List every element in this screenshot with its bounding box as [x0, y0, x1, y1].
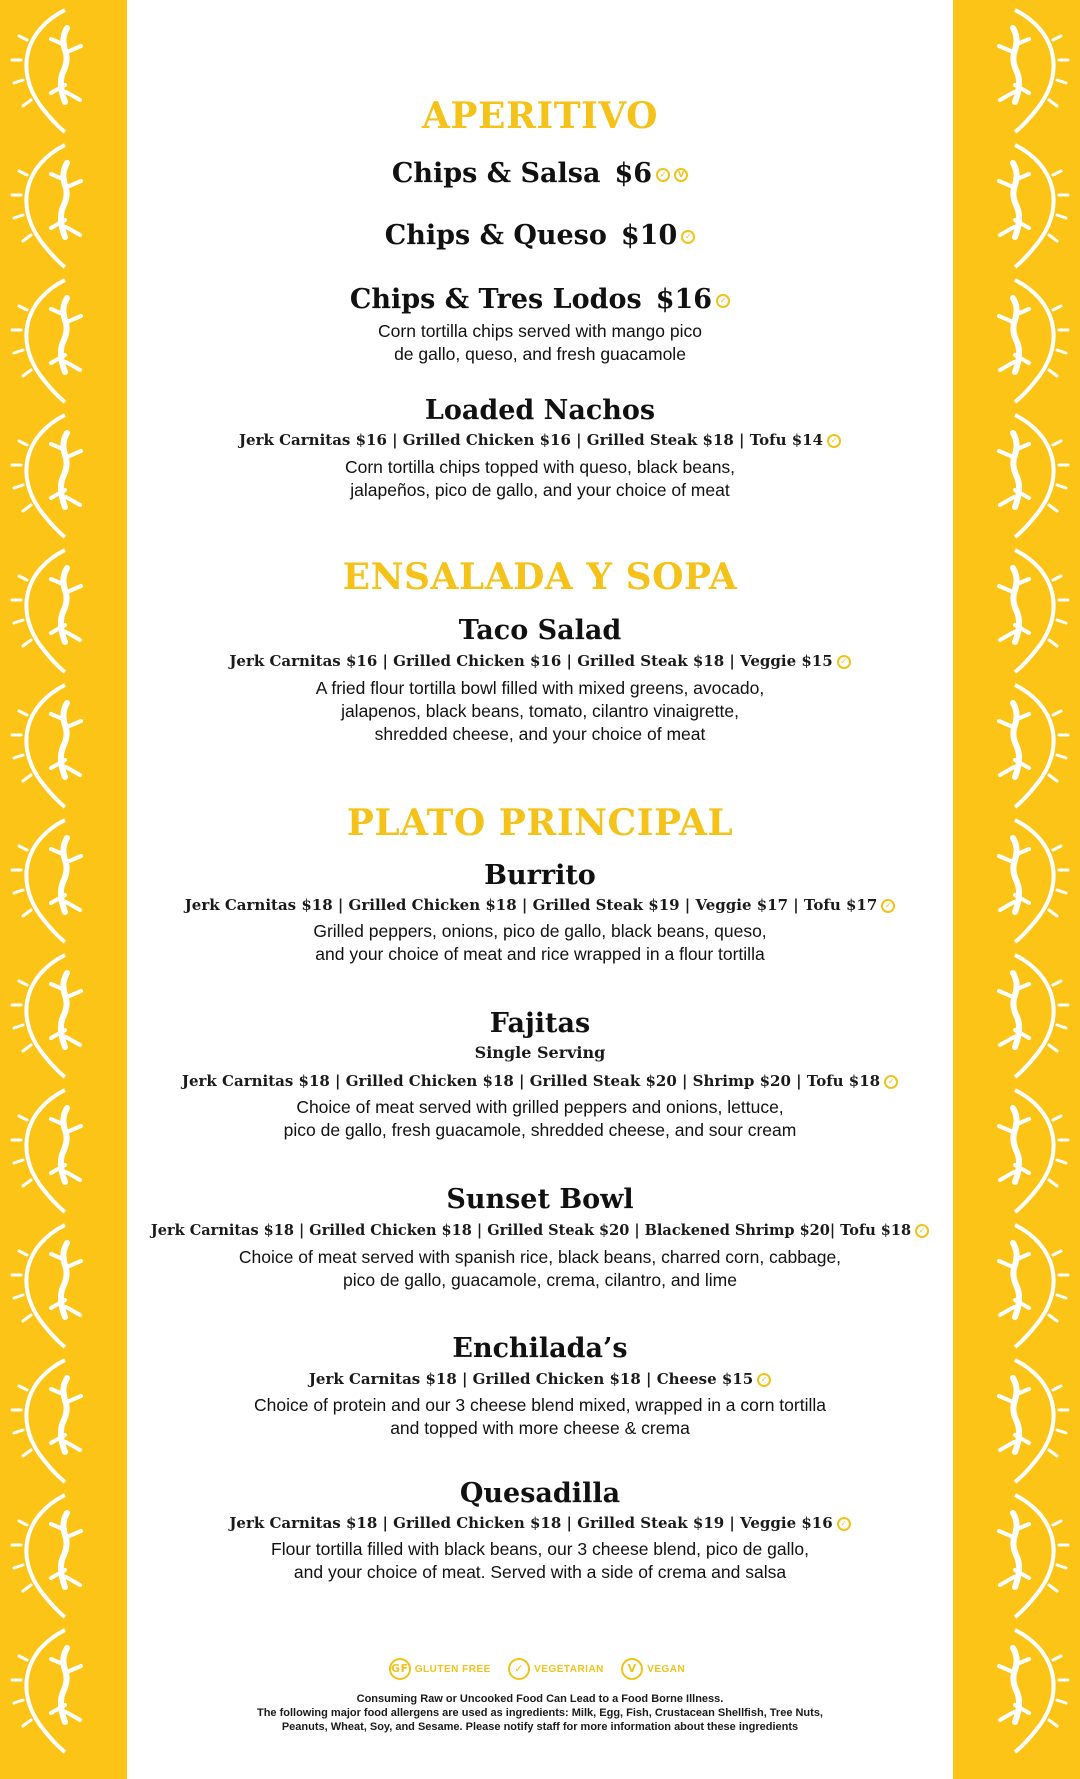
item-prices — [127, 1514, 953, 1532]
section-title-ensalada: ENSALADA Y SOPA — [342, 556, 738, 598]
description-line: Flour tortilla filled with black beans, our 3 cheese blend, pico de gallo, — [271, 1539, 809, 1559]
footer-line: Peanuts, Wheat, Soy, and Sesame. Please notify staff for more information about these ingredients — [281, 1721, 799, 1733]
item-price: $16 — [655, 284, 713, 315]
price-list: Jerk Carnitas $16 | Grilled Chicken $16 | Grilled Steak $18 | Tofu $14 — [238, 431, 824, 449]
lizard-pattern-icon — [0, 0, 127, 1779]
diet-legend — [127, 1658, 953, 1680]
item-name: Chips & Tres Lodos — [349, 284, 642, 315]
item-description — [167, 677, 913, 746]
price-list: Jerk Carnitas $18 | Grilled Chicken $18 | Grilled Steak $20 | Shrimp $20 | Tofu $18 — [181, 1072, 881, 1090]
item-prices — [127, 1370, 953, 1388]
description-line: and your choice of meat and rice wrapped in a flour tortilla — [315, 944, 765, 964]
item-price: $6 — [614, 158, 653, 189]
menu-item-quesadilla — [127, 1478, 953, 1509]
menu-item-loaded-nachos — [127, 395, 953, 426]
item-description — [167, 1096, 913, 1142]
vegan-v-icon: V — [621, 1658, 643, 1680]
description-line: Grilled peppers, onions, pico de gallo, black beans, queso, — [313, 921, 767, 941]
vegan-v-icon: V — [674, 168, 688, 182]
menu-content — [127, 0, 953, 1779]
description-line: jalapenos, black beans, tomato, cilantro vinaigrette, — [341, 701, 739, 721]
description-line: pico de gallo, guacamole, crema, cilantro, and lime — [343, 1270, 737, 1290]
legend-label-gluten-free: GLUTEN FREE — [414, 1663, 491, 1675]
footer-line: The following major food allergens are used as ingredients: Milk, Egg, Fish, Crustacean Shellfish, Tree Nuts, — [256, 1707, 823, 1719]
leaf-icon: ✓ — [508, 1658, 530, 1680]
allergen-footer — [147, 1692, 933, 1734]
item-prices — [127, 652, 953, 670]
item-prices — [127, 896, 953, 914]
leaf-icon: ✓ — [681, 230, 695, 244]
menu-item-chips-salsa — [127, 158, 953, 189]
leaf-icon: ✓ — [837, 655, 851, 669]
leaf-icon: ✓ — [884, 1075, 898, 1089]
description-line: shredded cheese, and your choice of meat — [374, 724, 706, 744]
description-line: and your choice of meat. Served with a side of crema and salsa — [293, 1562, 787, 1582]
lizard-pattern-icon — [953, 0, 1080, 1779]
description-line: jalapeños, pico de gallo, and your choice of meat — [350, 480, 730, 500]
description-line: A fried flour tortilla bowl filled with mixed greens, avocado, — [315, 678, 765, 698]
item-prices — [127, 431, 953, 449]
description-line: and topped with more cheese & crema — [390, 1418, 690, 1438]
description-line: Choice of meat served with spanish rice, black beans, charred corn, cabbage, — [238, 1247, 842, 1267]
menu-item-burrito — [127, 860, 953, 891]
description-line: Corn tortilla chips served with mango pico — [378, 321, 702, 341]
price-list: Jerk Carnitas $18 | Grilled Chicken $18 | Cheese $15 — [308, 1370, 754, 1388]
leaf-icon: ✓ — [881, 899, 895, 913]
description-line: pico de gallo, fresh guacamole, shredded cheese, and sour cream — [283, 1120, 797, 1140]
menu-item-fajitas — [127, 1008, 953, 1039]
price-list: Jerk Carnitas $18 | Grilled Chicken $18 | Grilled Steak $19 | Veggie $17 | Tofu $17 — [184, 896, 878, 914]
right-decorative-border — [953, 0, 1080, 1779]
price-list: Jerk Carnitas $18 | Grilled Chicken $18 | Grilled Steak $20 | Blackened Shrimp $20| Tofu $18 — [150, 1222, 912, 1239]
item-description — [147, 1538, 933, 1584]
leaf-icon: ✓ — [656, 168, 670, 182]
item-name: Fajitas — [489, 1008, 591, 1039]
item-prices — [127, 1222, 953, 1239]
item-description — [147, 1246, 933, 1292]
leaf-icon: ✓ — [915, 1224, 929, 1238]
item-name: Enchilada’s — [452, 1333, 628, 1364]
leaf-icon: ✓ — [837, 1517, 851, 1531]
menu-item-chips-tres-lodos — [127, 284, 953, 315]
left-decorative-border — [0, 0, 127, 1779]
menu-item-enchiladas — [127, 1333, 953, 1364]
item-name: Burrito — [484, 860, 596, 891]
item-name: Quesadilla — [459, 1478, 621, 1509]
gluten-free-icon: GF — [389, 1658, 411, 1680]
item-name: Loaded Nachos — [424, 395, 656, 426]
leaf-icon: ✓ — [827, 434, 841, 448]
section-title-aperitivo: APERITIVO — [422, 95, 658, 137]
item-subtitle: Single Serving — [474, 1043, 606, 1062]
legend-label-vegan: VEGAN — [647, 1663, 686, 1675]
leaf-icon: ✓ — [757, 1373, 771, 1387]
item-prices — [127, 1072, 953, 1090]
section-title-plato-principal: PLATO PRINCIPAL — [346, 802, 734, 844]
item-description — [167, 920, 913, 966]
menu-item-sunset-bowl — [127, 1184, 953, 1215]
legend-label-vegetarian: VEGETARIAN — [534, 1663, 604, 1675]
description-line: Corn tortilla chips topped with queso, black beans, — [344, 457, 736, 477]
price-list: Jerk Carnitas $16 | Grilled Chicken $16 | Grilled Steak $18 | Veggie $15 — [229, 652, 833, 670]
item-name: Taco Salad — [458, 615, 622, 646]
price-list: Jerk Carnitas $18 | Grilled Chicken $18 | Grilled Steak $19 | Veggie $16 — [229, 1514, 833, 1532]
leaf-icon: ✓ — [716, 294, 730, 308]
item-description — [167, 320, 913, 366]
menu-item-chips-queso — [127, 220, 953, 251]
description-line: Choice of meat served with grilled peppers and onions, lettuce, — [296, 1097, 784, 1117]
description-line: de gallo, queso, and fresh guacamole — [394, 344, 686, 364]
menu-item-taco-salad — [127, 615, 953, 646]
item-description — [167, 456, 913, 502]
item-price: $10 — [620, 220, 678, 251]
item-name: Chips & Salsa — [391, 158, 601, 189]
footer-line: Consuming Raw or Uncooked Food Can Lead to a Food Borne Illness. — [356, 1693, 724, 1705]
item-name: Sunset Bowl — [446, 1184, 634, 1215]
item-name: Chips & Queso — [384, 220, 607, 251]
item-description — [147, 1394, 933, 1440]
description-line: Choice of protein and our 3 cheese blend mixed, wrapped in a corn tortilla — [253, 1395, 826, 1415]
